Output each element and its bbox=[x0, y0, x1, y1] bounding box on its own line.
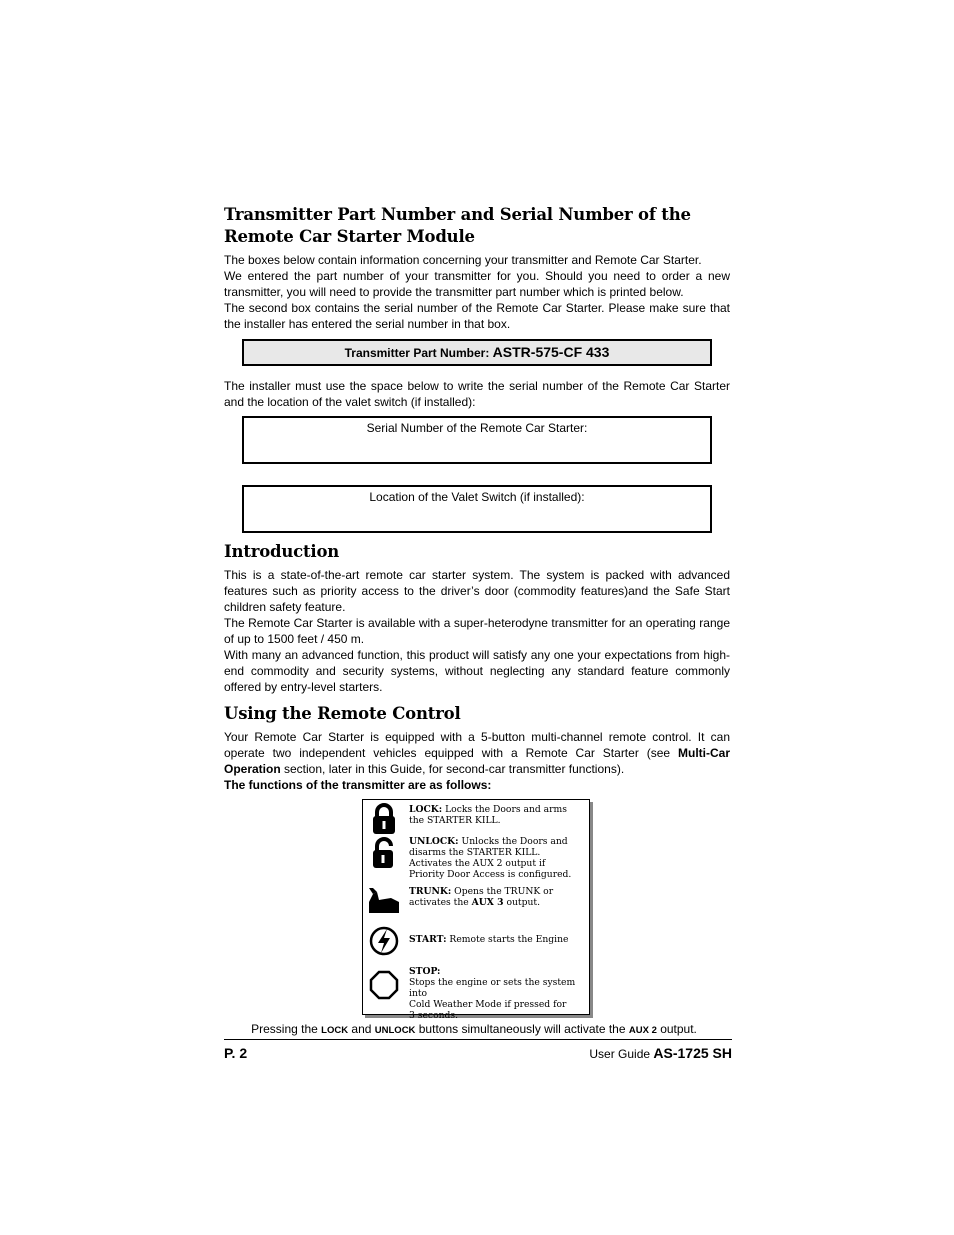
lock-icon bbox=[369, 802, 399, 836]
legend-text: LOCK: Locks the Doors and arms the STARTER KILL. bbox=[409, 804, 567, 826]
legend-text: STOP: Stops the engine or sets the system into Cold Weather Mode if pressed for 3 seconds. bbox=[409, 966, 576, 1021]
serial-number-label: Serial Number of the Remote Car Starter: bbox=[366, 421, 588, 435]
functions-heading: The functions of the transmitter are as follows: bbox=[224, 778, 492, 792]
guide-reference: User Guide AS-1725 SH bbox=[589, 1045, 732, 1061]
valet-switch-label: Location of the Valet Switch (if installed): bbox=[369, 490, 585, 504]
paragraph: The boxes below contain information concerning your transmitter and Remote Car Starter. bbox=[224, 253, 702, 267]
model-number: AS-1725 SH bbox=[653, 1045, 732, 1061]
trunk-icon bbox=[367, 884, 401, 918]
paragraph: This is a state-of-the-art remote car starter system. The system is packed with advanced features such as priority access to the driver’s door (commodity features)and the Safe Start children safety feature. bbox=[224, 568, 730, 614]
page-footer bbox=[224, 1039, 732, 1064]
start-icon bbox=[369, 924, 399, 958]
stop-icon bbox=[369, 968, 399, 1002]
part-number-box bbox=[242, 339, 712, 366]
section-title: Introduction bbox=[224, 542, 340, 561]
combo-note: Pressing the LOCK and UNLOCK buttons simultaneously will activate the AUX 2 output. bbox=[251, 1022, 697, 1036]
paragraph: The second box contains the serial number of the Remote Car Starter. Please make sure that the installer has entered the serial number in that box. bbox=[224, 301, 730, 331]
section-title: Using the Remote Control bbox=[224, 704, 461, 723]
paragraph: With many an advanced function, this product will satisfy any one your expectations from high-end commodity and security systems, without neglecting any standard feature commonly offered by entry-level starters. bbox=[224, 648, 730, 694]
legend-text: TRUNK: Opens the TRUNK or activates the AUX 3 output. bbox=[409, 886, 554, 908]
paragraph: The installer must use the space below to write the serial number of the Remote Car Starter and the location of the valet switch (if installed): bbox=[224, 379, 730, 409]
transmitter-legend bbox=[362, 799, 590, 1021]
page-content bbox=[224, 204, 730, 1039]
legend-text: START: Remote starts the Engine bbox=[409, 934, 569, 945]
paragraph: We entered the part number of your transmitter for you. Should you need to order a new transmitter, you will need to provide the transmitter part number which is printed below. bbox=[224, 269, 730, 299]
paragraph: The Remote Car Starter is available with a super-heterodyne transmitter for an operating range of up to 1500 feet / 450 m. bbox=[224, 616, 730, 646]
legend-text: UNLOCK: Unlocks the Doors and disarms the STARTER KILL. Activates the AUX 2 output if Priority Door Access is configured. bbox=[409, 836, 572, 880]
serial-number-box[interactable] bbox=[242, 416, 712, 464]
section-title: Transmitter Part Number and Serial Number of the Remote Car Starter Module bbox=[224, 205, 691, 246]
multi-car-reference: Multi-Car Operation bbox=[224, 746, 730, 776]
part-number-value: ASTR-575-CF 433 bbox=[492, 344, 610, 360]
paragraph: Your Remote Car Starter is equipped with a 5-button multi-channel remote control. It can operate two independent vehicles equipped with a Remote Car Starter (see Multi-Car Operation section, later in this Guide, for second-car transmitter functions). bbox=[224, 730, 730, 776]
unlock-icon bbox=[369, 836, 399, 870]
page-number: P. 2 bbox=[224, 1045, 248, 1061]
part-number-label: Transmitter Part Number: bbox=[344, 346, 490, 360]
valet-switch-box[interactable] bbox=[242, 485, 712, 533]
